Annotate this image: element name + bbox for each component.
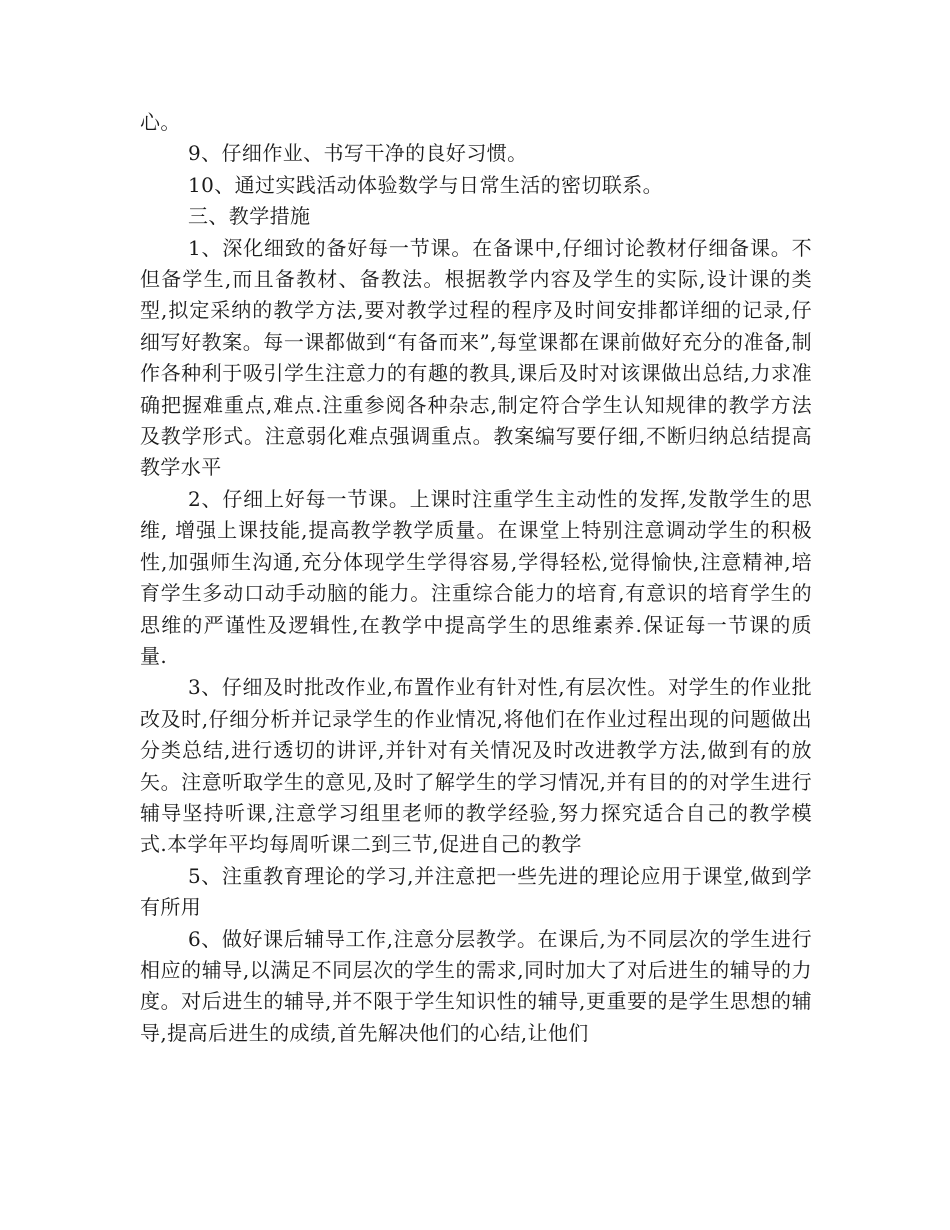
paragraph-measure-6: 6、做好课后辅导工作,注意分层教学。在课后,为不同层次的学生进行相应的辅导,以满足不同层次的学生的需求,同时加大了对后进生的辅导的力度。对后进生的辅导,并不限于学生知识性的辅导,更重要的是学生思想的辅导,提高后进生的成绩,首先解决他们的心结,让他们	[140, 926, 812, 1045]
paragraph-item-9: 9、仔细作业、书写干净的良好习惯。	[188, 141, 528, 166]
paragraph-continuation: 心。	[140, 110, 181, 134]
paragraph-item-10: 10、通过实践活动体验数学与日常生活的密切联系。	[188, 172, 664, 197]
paragraph-measure-3: 3、仔细及时批改作业,布置作业有针对性,有层次性。对学生的作业批改及时,仔细分析并记录学生的作业情况,将他们在作业过程出现的问题做出分类总结,进行透切的讲评,并针对有关情况及时改进教学方法,做到有的放矢。注意听取学生的意见,及时了解学生的学习情况,并有目的的对学生进行辅导坚持听课,注意学习组里老师的教学经验,努力探究适合自己的教学模式.本学年平均每周听课二到三节,促进自己的教学	[140, 675, 812, 857]
paragraph-measure-1: 1、深化细致的备好每一节课。在备课中,仔细讨论教材仔细备课。不但备学生,而且备教材、备教法。根据教学内容及学生的实际,设计课的类型,拟定采纳的教学方法,要对教学过程的程序及时间安排都详细的记录,仔细写好教案。每一课都做到“有备而来”,每堂课都在课前做好充分的准备,制作各种利于吸引学生注意力的有趣的教具,课后及时对该课做出总结,力求准确把握难重点,难点.注重参阅各种杂志,制定符合学生认知规律的教学方法及教学形式。注意弱化难点强调重点。教案编写要仔细,不断归纳总结提高教学水平	[140, 235, 812, 480]
paragraph-measure-5: 5、注重教育理论的学习,并注意把一些先进的理论应用于课堂,做到学有所用	[140, 863, 812, 920]
paragraph-measure-2: 2、仔细上好每一节课。上课时注重学生主动性的发挥,发散学生的思维, 增强上课技能,提高教学教学质量。在课堂上特别注意调动学生的积极性,加强师生沟通,充分体现学生学得容易,学得轻松,觉得愉快,注意精神,培育学生多动口动手动脑的能力。注重综合能力的培育,有意识的培育学生的思维的严谨性及逻辑性,在教学中提高学生的思维素养.保证每一节课的质量.	[140, 486, 812, 668]
document-body	[140, 107, 812, 1049]
section-heading-teaching-measures: 三、教学措施	[188, 204, 311, 229]
